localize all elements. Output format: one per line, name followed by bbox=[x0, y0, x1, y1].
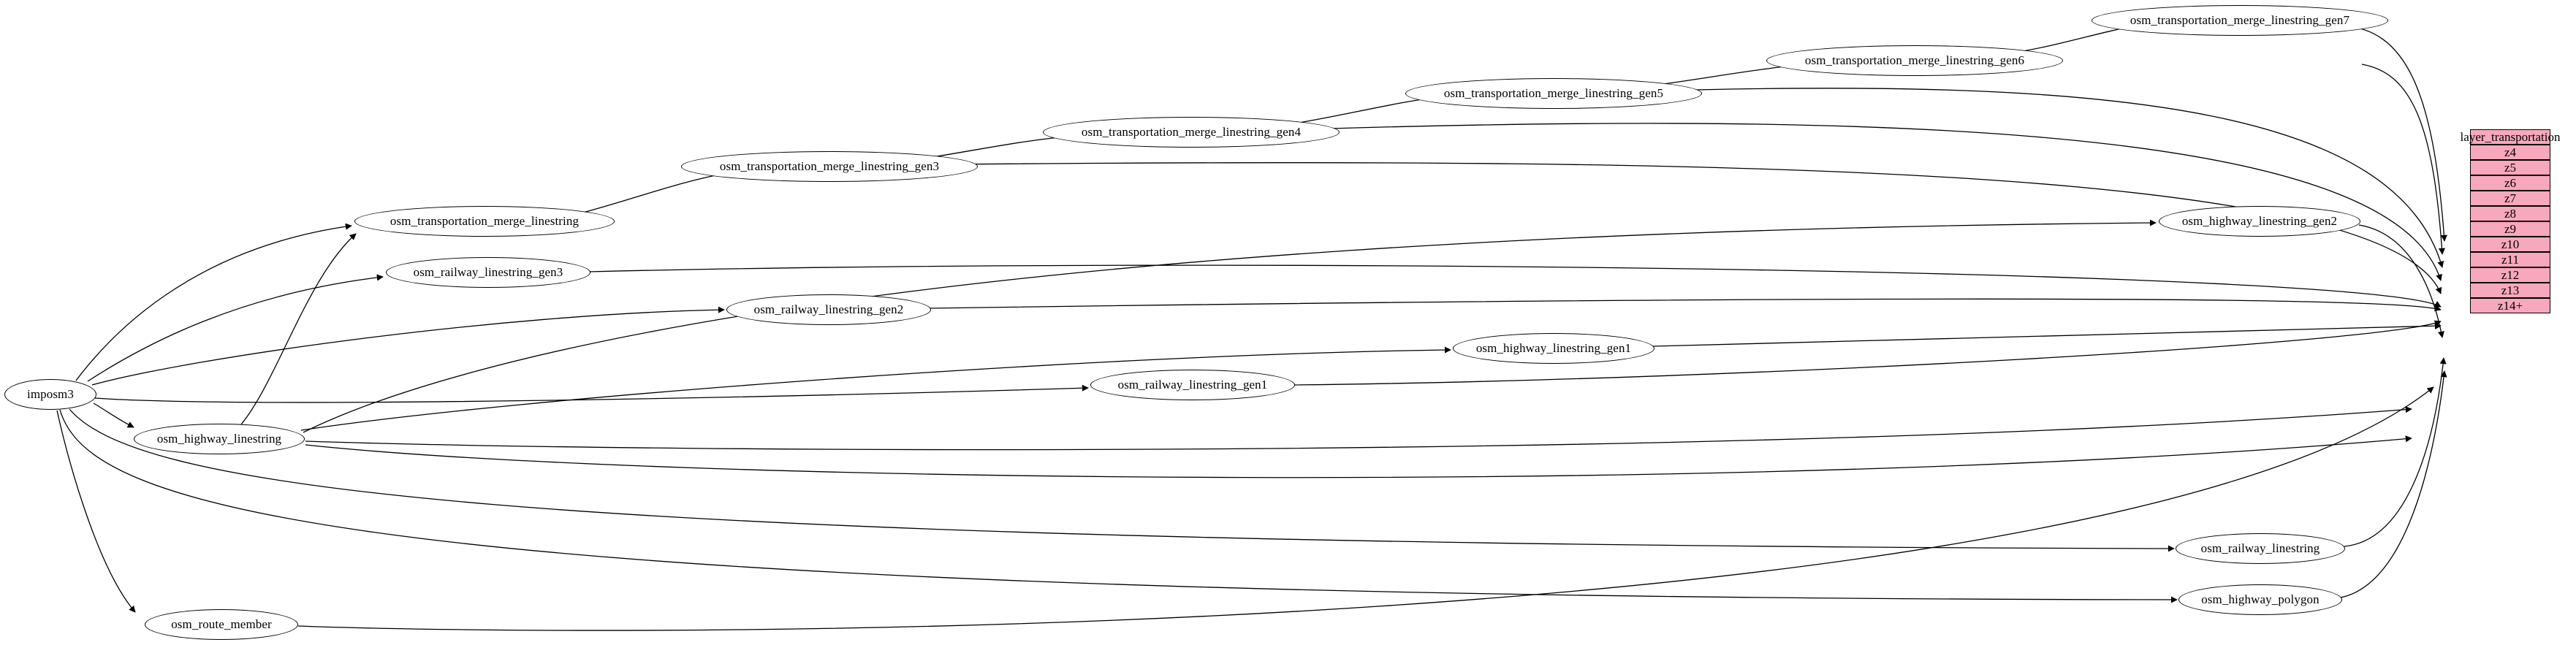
zoom-level-z6: z6 bbox=[2470, 175, 2550, 191]
graph-node-osm_highway_linestring_gen2[interactable]: osm_highway_linestring_gen2 bbox=[2159, 206, 2360, 237]
zoom-level-z10: z10 bbox=[2470, 237, 2550, 252]
zoom-level-z12: z12 bbox=[2470, 267, 2550, 283]
zoom-level-z9: z9 bbox=[2470, 221, 2550, 237]
graph-node-osm_railway_linestring_gen3[interactable]: osm_railway_linestring_gen3 bbox=[386, 257, 590, 288]
graph-node-imposm3[interactable]: imposm3 bbox=[4, 379, 96, 410]
graph-node-osm_transportation_merge_linestring[interactable]: osm_transportation_merge_linestring bbox=[354, 206, 615, 237]
graph-node-osm_transportation_merge_linestring_gen6[interactable]: osm_transportation_merge_linestring_gen6 bbox=[1766, 45, 2063, 76]
zoom-table-header: layer_transportation bbox=[2460, 129, 2561, 144]
graph-node-osm_highway_linestring_gen1[interactable]: osm_highway_linestring_gen1 bbox=[1453, 333, 1654, 364]
zoom-level-z14+: z14+ bbox=[2470, 298, 2550, 313]
graph-node-osm_railway_linestring_gen1[interactable]: osm_railway_linestring_gen1 bbox=[1090, 370, 1295, 400]
graph-node-osm_transportation_merge_linestring_gen7[interactable]: osm_transportation_merge_linestring_gen7 bbox=[2091, 5, 2388, 36]
zoom-level-z11: z11 bbox=[2470, 252, 2550, 267]
graph-node-osm_transportation_merge_linestring_gen4[interactable]: osm_transportation_merge_linestring_gen4 bbox=[1043, 117, 1340, 148]
graph-node-osm_highway_polygon[interactable]: osm_highway_polygon bbox=[2178, 584, 2342, 615]
graph-node-osm_transportation_merge_linestring_gen3[interactable]: osm_transportation_merge_linestring_gen3 bbox=[681, 151, 978, 182]
graph-node-osm_highway_linestring[interactable]: osm_highway_linestring bbox=[134, 424, 305, 454]
zoom-level-z13: z13 bbox=[2470, 283, 2550, 298]
graph-node-osm_transportation_merge_linestring_gen5[interactable]: osm_transportation_merge_linestring_gen5 bbox=[1405, 78, 1702, 109]
graph-node-osm_route_member[interactable]: osm_route_member bbox=[145, 609, 298, 640]
zoom-level-z7: z7 bbox=[2470, 191, 2550, 206]
graph-node-osm_railway_linestring_gen2[interactable]: osm_railway_linestring_gen2 bbox=[726, 294, 931, 325]
zoom-level-z8: z8 bbox=[2470, 206, 2550, 221]
graph-node-osm_railway_linestring[interactable]: osm_railway_linestring bbox=[2176, 533, 2345, 564]
zoom-level-z4: z4 bbox=[2470, 145, 2550, 160]
zoom-level-z5: z5 bbox=[2470, 160, 2550, 175]
